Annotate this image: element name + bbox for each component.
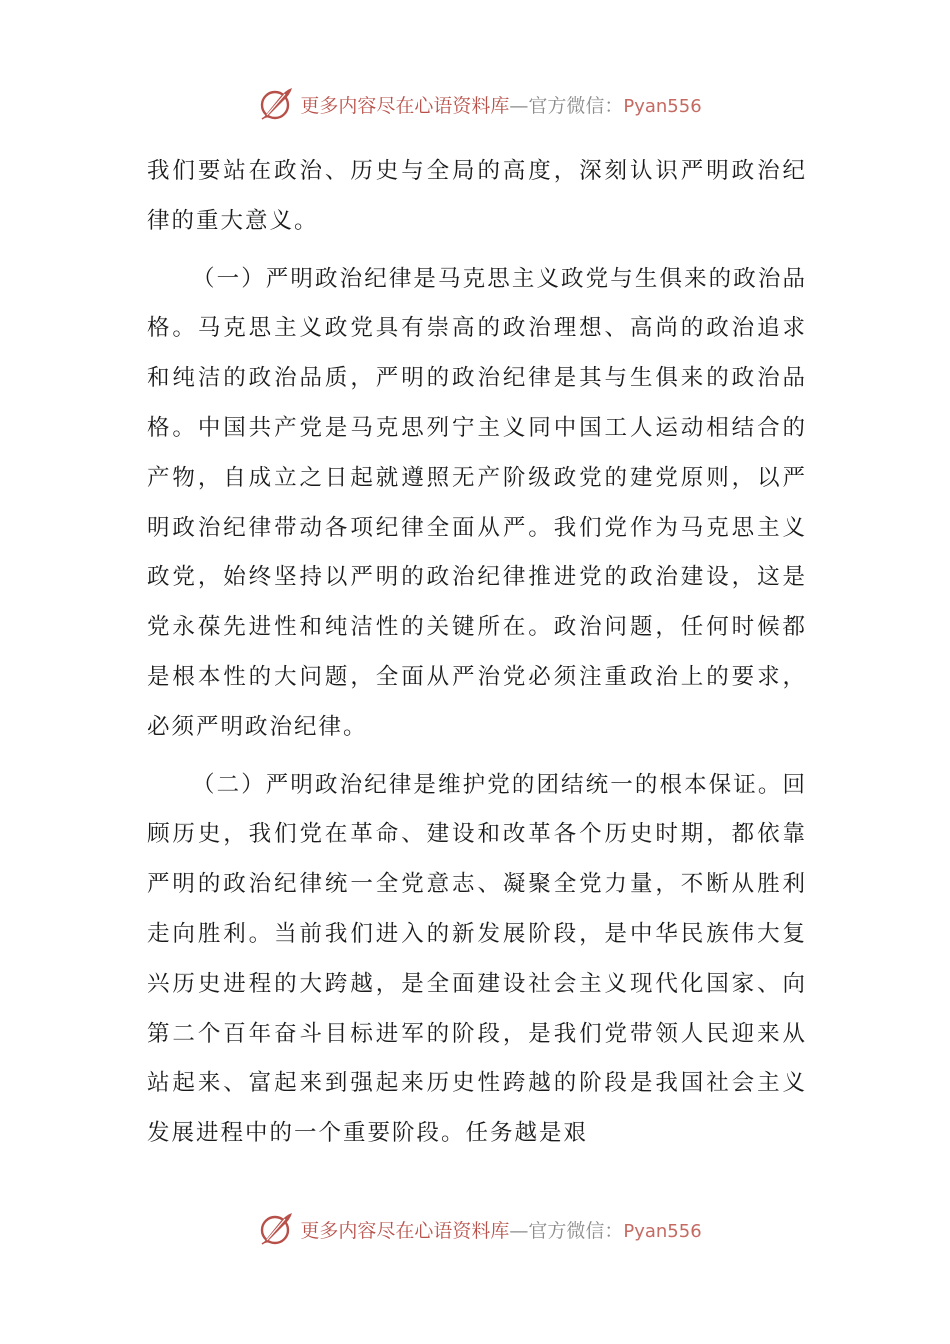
banner-main-text: 更多内容尽在心语资料库: [300, 94, 510, 117]
banner-wechat-id: Pyan556: [623, 95, 702, 117]
banner-wechat-label: 官方微信：: [528, 94, 624, 117]
banner-main-text: 更多内容尽在心语资料库: [300, 1219, 510, 1242]
paragraph-continuation: 我们要站在政治、历史与全局的高度，深刻认识严明政治纪律的重大意义。: [147, 158, 807, 234]
footer-banner-text: [300, 1216, 701, 1243]
paragraph-section-one: （一）严明政治纪律是马克思主义政党与生俱来的政治品格。马克思主义政党具有崇高的政治理想、高尚的政治追求和纯洁的政治品质，严明的政治纪律是其与生俱来的政治品格。中国共产党是马克思列宁主义同中国工人运动相结合的产物，自成立之日起就遵照无产阶级政党的建党原则，以严明政治纪律带动各项纪律全面从严。我们党作为马克思主义政党，始终坚持以严明的政治纪律推进党的政治建设，这是党永葆先进性和纯洁性的关键所在。政治问题，任何时候都是根本性的大问题，全面从严治党必须注重政治上的要求，必须严明政治纪律。: [147, 265, 807, 740]
banner-dash: —: [509, 1219, 529, 1242]
footer-banner: [0, 1209, 950, 1249]
paragraph-section-two: （二）严明政治纪律是维护党的团结统一的根本保证。回顾历史，我们党在革命、建设和改革各个历史时期，都依靠严明的政治纪律统一全党意志、凝聚全党力量，不断从胜利走向胜利。当前我们进入的新发展阶段，是中华民族伟大复兴历史进程的大跨越，是全面建设社会主义现代化国家、向第二个百年奋斗目标进军的阶段，是我们党带领人民迎来从站起来、富起来到强起来历史性跨越的阶段是我国社会主义发展进程中的一个重要阶段。任务越是艰: [147, 771, 807, 1147]
quill-logo-icon: [258, 86, 294, 122]
header-banner-text: [300, 91, 701, 118]
footer-banner-content: [258, 1211, 701, 1247]
header-banner: [0, 84, 950, 124]
header-banner-content: [258, 86, 701, 122]
banner-dash: —: [509, 94, 529, 117]
document-body: [147, 147, 807, 1159]
banner-wechat-label: 官方微信：: [528, 1219, 624, 1242]
quill-logo-icon: [258, 1211, 294, 1247]
banner-wechat-id: Pyan556: [623, 1220, 702, 1242]
